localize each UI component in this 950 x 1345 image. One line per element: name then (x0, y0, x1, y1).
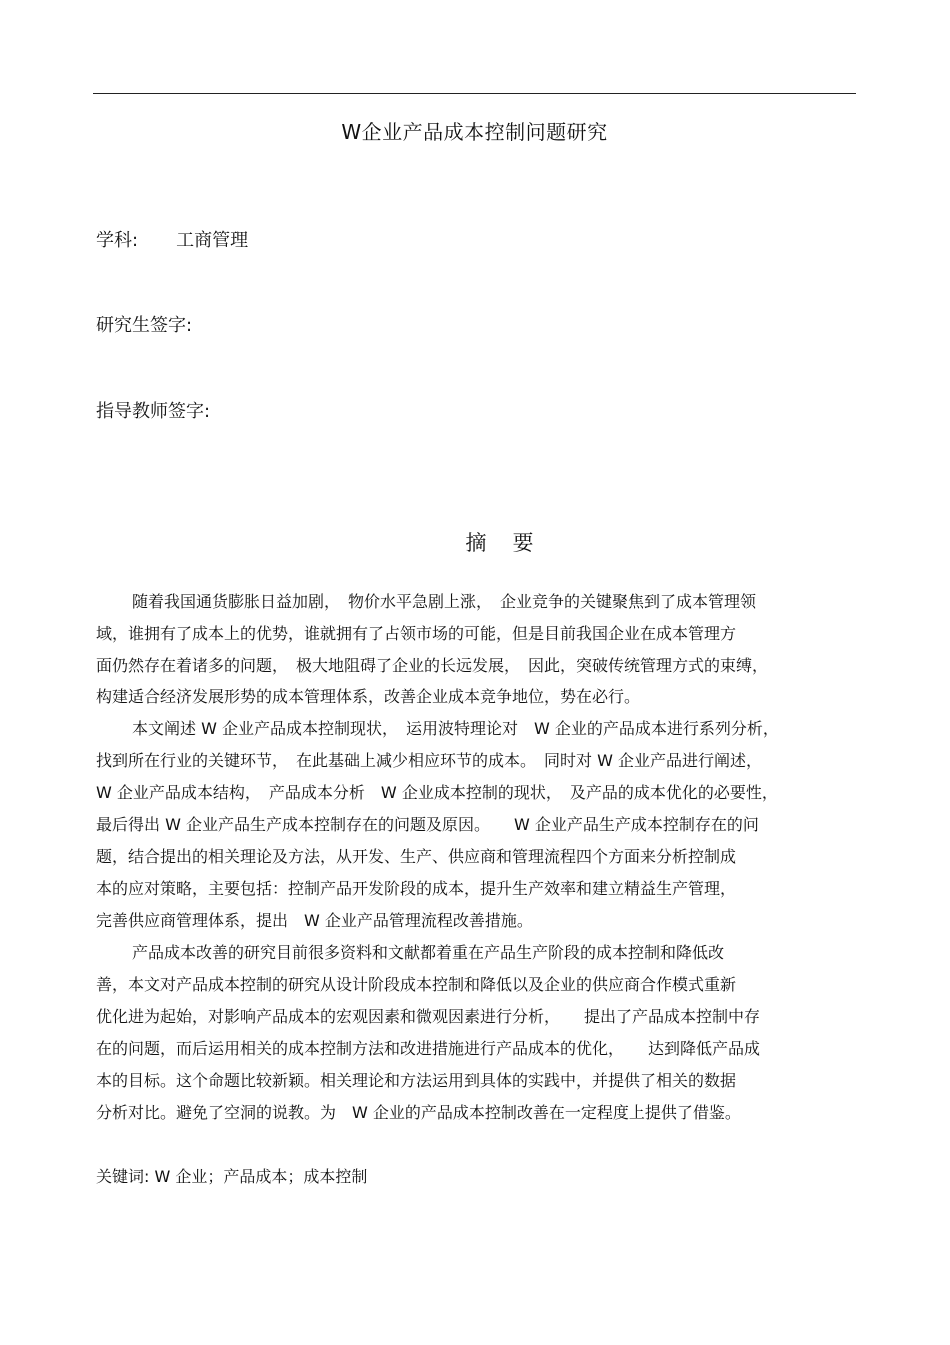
abstract-heading (93, 528, 906, 558)
abstract-line: 在的问题，而后运用相关的成本控制方法和改进措施进行产品成本的优化， 达到降低产品成 (96, 1039, 761, 1058)
abstract-line: 善，本文对产品成本控制的研究从设计阶段成本控制和降低以及企业的供应商合作模式重新 (96, 975, 737, 994)
abstract-heading-char-2: 要 (512, 531, 534, 555)
subject-value: 工商管理 (176, 230, 249, 251)
advisor-signature-label: 指导教师签字: (96, 401, 211, 422)
abstract-line: 随着我国通货膨胀日益加剧， 物价水平急剧上涨， 企业竞争的关键聚焦到了成本管理领 (132, 592, 757, 611)
document-title: W企业产品成本控制问题研究 (341, 120, 608, 144)
abstract-line: 面仍然存在着诸多的问题， 极大地阻碍了企业的长远发展， 因此，突破传统管理方式的束缚， (96, 656, 769, 675)
abstract-line: 本文阐述 W 企业产品成本控制现状， 运用波特理论对 W 企业的产品成本进行系列分析， (132, 719, 779, 738)
subject-label: 学科: (96, 230, 139, 251)
abstract-line: 分析对比。避免了空洞的说教。为 W 企业的产品成本控制改善在一定程度上提供了借鉴。 (96, 1103, 741, 1122)
abstract-line: W 企业产品成本结构， 产品成本分析 W 企业成本控制的现状， 及产品的成本优化的必要性， (96, 783, 778, 802)
abstract-line: 题，结合提出的相关理论及方法，从开发、生产、供应商和管理流程四个方面来分析控制成 (96, 847, 737, 866)
abstract-line: 找到所在行业的关键环节， 在此基础上减少相应环节的成本。 同时对 W 企业产品进行阐述， (96, 751, 762, 770)
abstract-line: 优化进为起始，对影响产品成本的宏观因素和微观因素进行分析， 提出了产品成本控制中存 (96, 1007, 761, 1026)
abstract-heading-char-1: 摘 (465, 531, 487, 555)
student-signature-label: 研究生签字: (96, 315, 193, 336)
abstract-line: 最后得出 W 企业产品生产成本控制存在的问题及原因。 W 企业产品生产成本控制存在的问 (96, 815, 759, 834)
abstract-line: 完善供应商管理体系，提出 W 企业产品管理流程改善措施。 (96, 911, 533, 930)
abstract-line: 构建适合经济发展形势的成本管理体系，改善企业成本竞争地位，势在必行。 (96, 687, 641, 706)
header-rule (93, 93, 856, 94)
abstract-line: 域，谁拥有了成本上的优势，谁就拥有了占领市场的可能，但是目前我国企业在成本管理方 (96, 624, 737, 643)
keywords-line: 关键词: W 企业；产品成本；成本控制 (96, 1167, 368, 1186)
abstract-line: 产品成本改善的研究目前很多资料和文献都着重在产品生产阶段的成本控制和降低改 (132, 943, 725, 962)
abstract-line: 本的应对策略，主要包括：控制产品开发阶段的成本，提升生产效率和建立精益生产管理， (96, 879, 737, 898)
subject-line (96, 228, 248, 254)
abstract-line: 本的目标。这个命题比较新颖。相关理论和方法运用到具体的实践中，并提供了相关的数据 (96, 1071, 737, 1090)
